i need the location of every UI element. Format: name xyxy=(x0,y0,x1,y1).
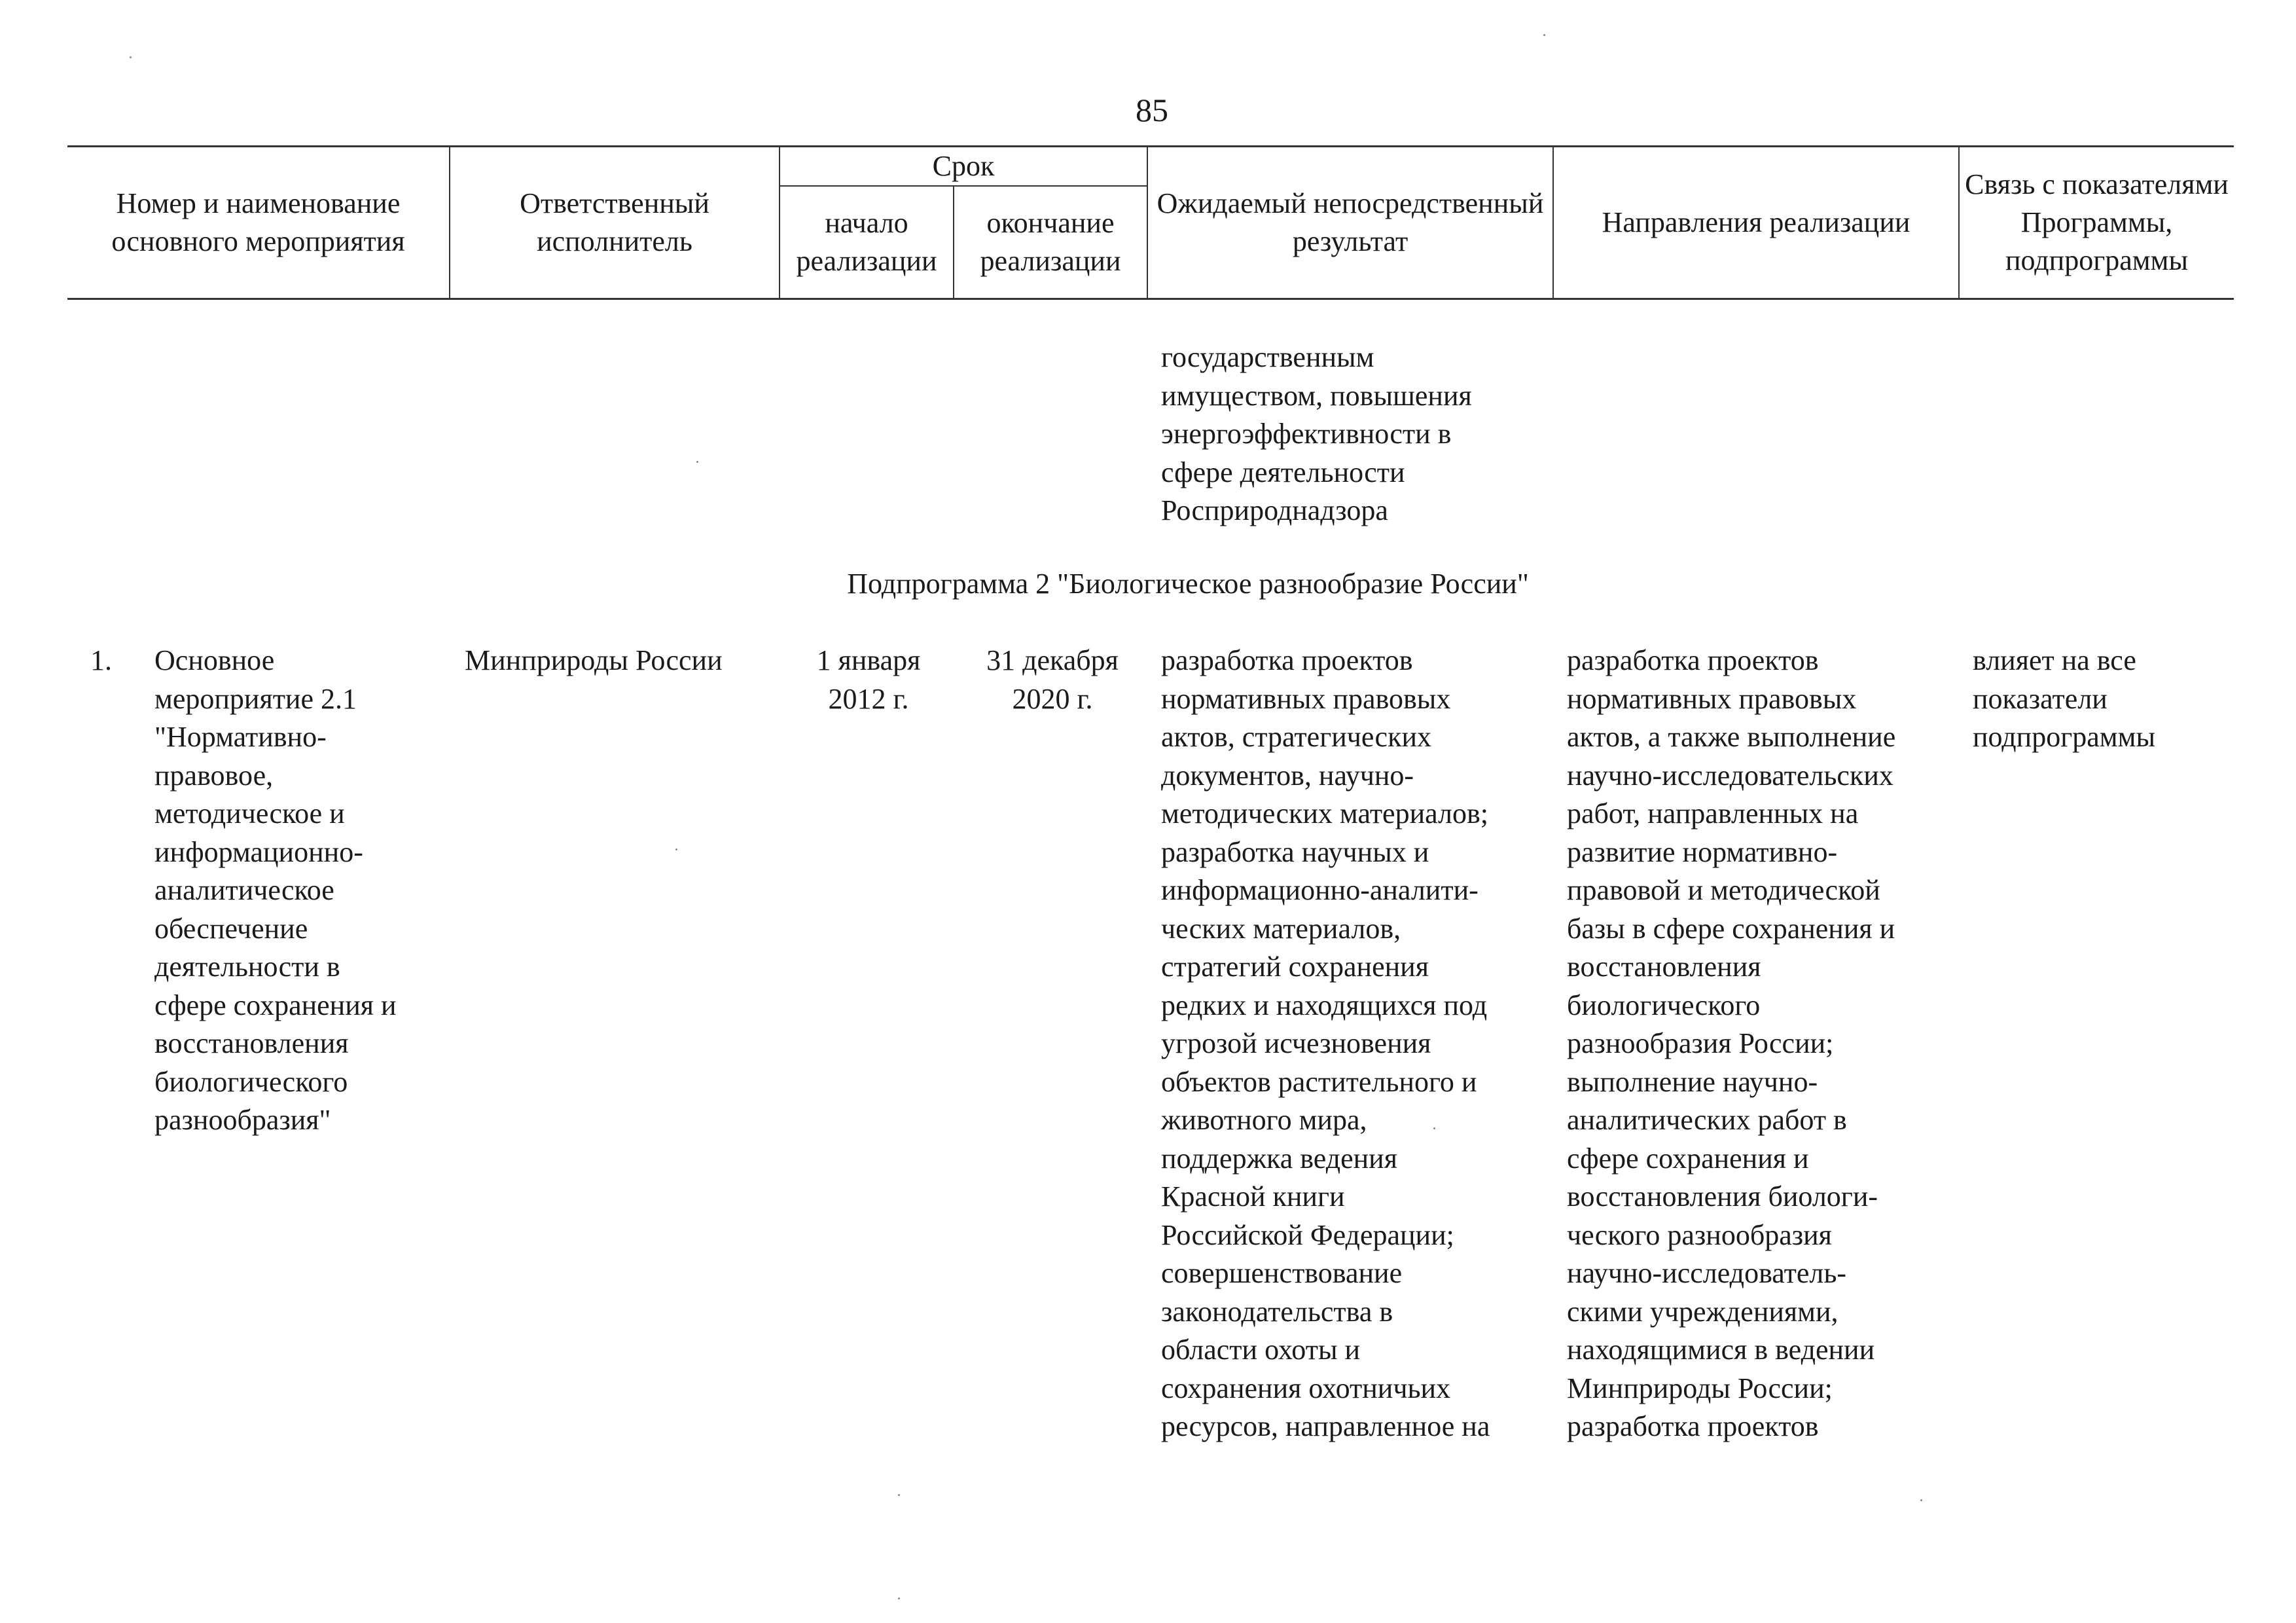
header-executor: Ответственный исполнитель xyxy=(450,147,780,299)
text-line: Красной книги xyxy=(1161,1180,1345,1213)
text-line: методическое и xyxy=(154,797,345,830)
scan-speck xyxy=(696,461,698,463)
header-indicators-link: Связь с показателями Программы, подпрограммы xyxy=(1959,147,2234,299)
text-line: имуществом, повышения xyxy=(1161,379,1472,412)
text-line: сфере сохранения и xyxy=(154,989,397,1021)
scan-speck xyxy=(1543,34,1545,36)
text-line: законодательства в xyxy=(1161,1295,1393,1328)
continuation-text xyxy=(1161,338,1554,530)
text-line: научно-исследовательских xyxy=(1567,759,1893,792)
scan-speck xyxy=(675,848,677,850)
text-line: разнообразия России; xyxy=(1567,1027,1834,1059)
text-line: совершенствование xyxy=(1161,1257,1403,1289)
text-line: актов, стратегических xyxy=(1161,721,1431,753)
text-line: аналитических работ в xyxy=(1567,1104,1847,1136)
text-line: разработка научных и xyxy=(1161,835,1429,868)
header-term-start: начало реализации xyxy=(780,186,954,299)
text-line: деятельности в xyxy=(154,951,340,983)
text-line: работ, направленных на xyxy=(1567,797,1859,830)
text-line: Основное xyxy=(154,644,275,676)
text-line: биологического xyxy=(154,1065,348,1098)
subprogram-title: Подпрограмма 2 "Биологическое разнообразие России" xyxy=(847,568,1529,600)
text-line: восстановления xyxy=(154,1027,349,1059)
text-line: стратегий сохранения xyxy=(1161,951,1429,983)
text-line: разработка проектов xyxy=(1567,644,1819,676)
text-line: сфере деятельности xyxy=(1161,456,1405,488)
scan-speck xyxy=(898,1494,900,1496)
text-line: аналитическое xyxy=(154,874,334,906)
text-line: информационно- xyxy=(154,835,363,868)
text-line: ресурсов, направленное на xyxy=(1161,1410,1490,1442)
text-line: 31 декабря xyxy=(986,644,1119,676)
text-line: разработка проектов xyxy=(1161,644,1413,676)
text-line: показатели xyxy=(1973,682,2108,715)
text-line: 1 января xyxy=(816,644,921,676)
text-line: области охоты и xyxy=(1161,1334,1361,1366)
text-line: правовой и методической xyxy=(1567,874,1880,906)
text-line: нормативных правовых xyxy=(1567,682,1857,715)
text-line: Росприроднадзора xyxy=(1161,494,1388,526)
scan-speck xyxy=(1920,1499,1922,1501)
header-table xyxy=(67,145,2234,300)
text-line: разнообразия" xyxy=(154,1104,331,1136)
text-line: Российской Федерации; xyxy=(1161,1218,1454,1251)
page-number: 85 xyxy=(1136,92,1168,128)
text-line: поддержка ведения xyxy=(1161,1142,1397,1175)
text-line: Минприроды России; xyxy=(1567,1372,1833,1404)
text-line: "Нормативно- xyxy=(154,721,327,753)
text-line: редких и находящихся под xyxy=(1161,989,1488,1021)
text-line: нормативных правовых xyxy=(1161,682,1451,715)
text-line: влияет на все xyxy=(1973,644,2136,676)
text-line: скими учреждениями, xyxy=(1567,1295,1839,1328)
text-line: подпрограммы xyxy=(1973,721,2156,753)
implementation-directions xyxy=(1567,642,1966,1446)
scan-speck xyxy=(898,1597,900,1599)
text-line: биологического xyxy=(1567,989,1761,1021)
text-line: ческого разнообразия xyxy=(1567,1218,1832,1251)
text-line: актов, а также выполнение xyxy=(1567,721,1896,753)
text-line: научно-исследователь- xyxy=(1567,1257,1847,1289)
event-name xyxy=(154,642,442,1140)
text-line: выполнение научно- xyxy=(1567,1065,1818,1098)
scan-speck xyxy=(130,56,132,58)
text-line: разработка проектов xyxy=(1567,1410,1819,1442)
header-term: Срок xyxy=(780,147,1147,187)
text-line: ческих материалов, xyxy=(1161,912,1401,945)
text-line: восстановления биологи- xyxy=(1567,1180,1878,1213)
text-line: сохранения охотничьих xyxy=(1161,1372,1451,1404)
text-line: 2012 г. xyxy=(828,682,909,715)
text-line: развитие нормативно- xyxy=(1567,835,1838,868)
text-line: мероприятие 2.1 xyxy=(154,682,357,715)
responsible-executor: Минприроды России xyxy=(465,644,723,676)
text-line: сфере сохранения и xyxy=(1567,1142,1809,1175)
text-line: находящимися в ведении xyxy=(1567,1334,1875,1366)
text-line: обеспечение xyxy=(154,912,308,945)
start-date xyxy=(783,642,954,718)
header-directions: Направления реализации xyxy=(1553,147,1959,299)
text-line: методических материалов; xyxy=(1161,797,1489,830)
text-line: документов, научно- xyxy=(1161,759,1414,792)
header-event-name: Номер и наименование основного мероприятия xyxy=(67,147,450,299)
indicators-link xyxy=(1973,642,2228,757)
expected-result xyxy=(1161,642,1554,1446)
text-line: объектов растительного и xyxy=(1161,1065,1477,1098)
row-number: 1. xyxy=(90,644,112,676)
text-line: правовое, xyxy=(154,759,274,792)
header-expected-result: Ожидаемый непосредственный результат xyxy=(1147,147,1553,299)
text-line: восстановления xyxy=(1567,951,1761,983)
end-date xyxy=(956,642,1149,718)
header-term-end: окончание реализации xyxy=(954,186,1147,299)
text-line: энергоэффективности в xyxy=(1161,418,1452,450)
text-line: животного мира, xyxy=(1161,1104,1367,1136)
text-line: 2020 г. xyxy=(1012,682,1093,715)
text-line: государственным xyxy=(1161,341,1374,373)
text-line: информационно-аналити- xyxy=(1161,874,1479,906)
text-line: базы в сфере сохранения и xyxy=(1567,912,1895,945)
scan-speck xyxy=(1433,1127,1435,1129)
text-line: угрозой исчезновения xyxy=(1161,1027,1431,1059)
